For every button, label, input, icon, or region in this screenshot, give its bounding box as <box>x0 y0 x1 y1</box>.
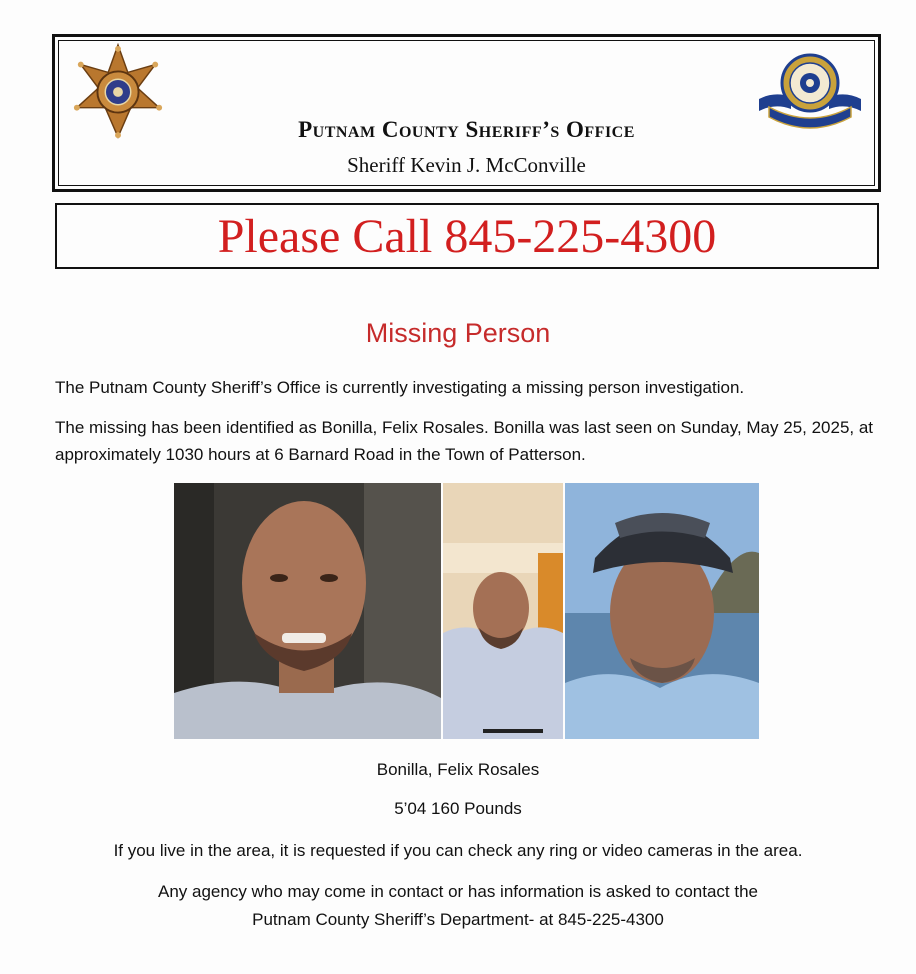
call-banner-text: Please Call 845-225-4300 <box>217 210 717 263</box>
photo-strip <box>174 483 759 739</box>
camera-request-text: If you live in the area, it is requested if you can check any ring or video cameras in the area. <box>113 841 803 860</box>
person-name-caption: Bonilla, Felix Rosales <box>376 760 540 779</box>
identification-paragraph: The missing has been identified as Bonilla, Felix Rosales. Bonilla was last seen on Sunday, May 25, 2025, at approximately 1030 hours at 6 Barnard Road in the Town of Patterson. <box>55 418 874 464</box>
sheriff-name: Sheriff Kevin J. McConville <box>347 153 586 177</box>
sheriff-star-badge-icon <box>69 43 167 141</box>
call-banner <box>55 203 879 269</box>
contact-request-content: Any agency who may come in contact or has information is asked to contact the Putnam County Sheriff’s Department- at 845-225-4300 <box>157 882 759 929</box>
photo-cap-lakeside <box>565 483 759 739</box>
missing-person-heading: Missing Person <box>365 318 551 348</box>
contact-request-text <box>0 878 916 934</box>
investigation-paragraph: The Putnam County Sheriff’s Office is currently investigating a missing person investigation. <box>55 378 745 397</box>
header-box <box>52 34 881 192</box>
photo-selfie-indoor <box>443 483 563 739</box>
height-weight: 5’04 160 Pounds <box>394 799 522 818</box>
office-title: Putnam County Sheriff’s Office <box>298 117 635 142</box>
photo-smiling-indoor <box>174 483 441 739</box>
accredited-agency-seal-icon <box>755 47 865 137</box>
